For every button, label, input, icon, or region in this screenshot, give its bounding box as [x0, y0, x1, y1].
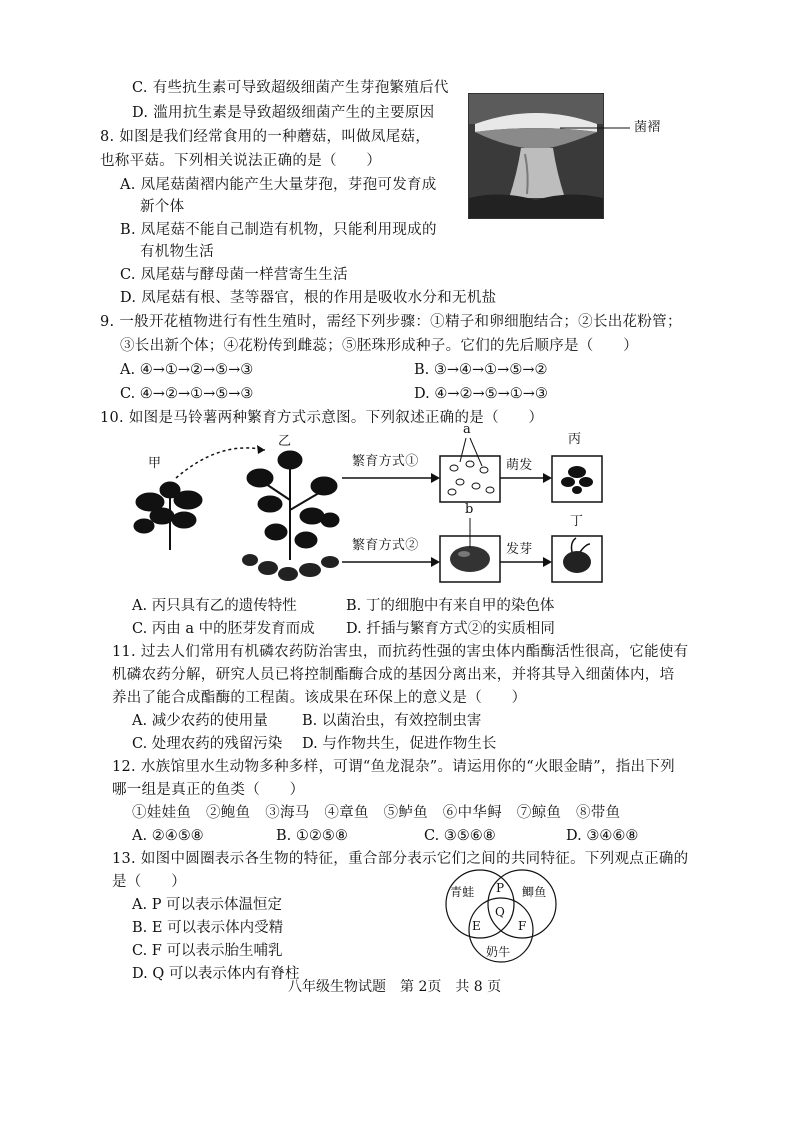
q11-option-d: D. 与作物共生，促进作物生长	[302, 736, 497, 752]
venn-label-carp: 鲫鱼	[522, 885, 547, 899]
q11-stem-line3: 养出了能合成酯酶的工程菌。该成果在环保上的意义是（ ）	[112, 690, 527, 706]
label-ding: 丁	[570, 514, 584, 529]
label-sprout-1: 萌发	[506, 458, 533, 473]
label-method-1: 繁育方式①	[352, 454, 419, 469]
q7-option-c: C. 有些抗生素可导致超级细菌产生芽孢繁殖后代	[132, 80, 449, 96]
q12-option-c: C. ③⑤⑥⑧	[424, 828, 496, 844]
q10-option-a: A. 丙只具有乙的遗传特性	[132, 598, 297, 614]
q9-option-c: C. ④→②→①→⑤→③	[120, 386, 254, 402]
q8-stem-line2: 也称平菇。下列相关说法正确的是（ ）	[100, 153, 382, 169]
q12-items: ①娃娃鱼 ②鲍鱼 ③海马 ④章鱼 ⑤鲈鱼 ⑥中华鲟 ⑦鲸鱼 ⑧带鱼	[132, 805, 621, 821]
q13-stem-line1: 13. 如图中圆圈表示各生物的特征，重合部分表示它们之间的共同特征。下列观点正确的	[112, 851, 689, 867]
plant-yi	[247, 451, 339, 560]
potato-reproduction-diagram	[120, 420, 620, 596]
q12-stem-line2: 哪一组是真正的鱼类（ ）	[112, 782, 305, 798]
q10-option-d: D. 扦插与繁育方式②的实质相同	[346, 621, 555, 637]
q9-option-b: B. ③→④→①→⑤→②	[414, 362, 548, 378]
q10-stem: 10. 如图是马铃薯两种繁育方式示意图。下列叙述正确的是（ ）	[100, 410, 544, 426]
page-footer: 八年级生物试题 第 2页 共 8 页	[288, 979, 502, 995]
q9-stem-line2: ③长出新个体；④花粉传到雌蕊；⑤胚珠形成种子。它们的先后顺序是（ ）	[120, 338, 638, 354]
q11-stem-line1: 11. 过去人们常用有机磷农药防治害虫，而抗药性强的害虫体内酯酶活性很高，它能使有	[112, 644, 689, 660]
q9-stem-line1: 9. 一般开花植物进行有性生殖时，需经下列步骤：①精子和卵细胞结合；②长出花粉管；	[100, 314, 682, 330]
q7-option-d: D. 滥用抗生素是导致超级细菌产生的主要原因	[132, 105, 435, 121]
plant-jia	[134, 482, 202, 550]
label-bing: 丙	[568, 432, 582, 447]
q9-option-d: D. ④→②→⑤→①→③	[414, 386, 548, 402]
q13-option-d: D. Q 可以表示体内有脊柱	[132, 966, 300, 982]
q8-option-c: C. 凤尾菇与酵母菌一样营寄生生活	[120, 267, 348, 283]
q13-stem-line2: 是（ ）	[112, 874, 186, 890]
label-jia: 甲	[148, 456, 162, 471]
mushroom-photo	[468, 93, 604, 219]
venn-label-f: F	[518, 919, 527, 933]
venn-label-q: Q	[495, 905, 506, 919]
q11-option-b: B. 以菌治虫，有效控制虫害	[302, 713, 482, 729]
q8-option-a-line2: 新个体	[140, 199, 185, 215]
venn-diagram	[438, 868, 564, 968]
q8-stem-line1: 8. 如图是我们经常食用的一种蘑菇，叫做凤尾菇，	[100, 129, 431, 145]
q11-option-a: A. 减少农药的使用量	[132, 713, 268, 729]
venn-label-cow: 奶牛	[486, 945, 511, 959]
q10-option-b: B. 丁的细胞中有来自甲的染色体	[346, 598, 555, 614]
mushroom-label-gill: 菌褶	[634, 120, 661, 135]
q8-option-a-line1: A. 凤尾菇菌褶内能产生大量芽孢，芽孢可发育成	[120, 177, 437, 193]
venn-label-p: P	[496, 881, 505, 895]
venn-label-frog: 青蛙	[450, 885, 475, 899]
q13-option-a: A. P 可以表示体温恒定	[132, 897, 283, 913]
q11-stem-line2: 机磷农药分解，研究人员已将控制酯酶合成的基因分离出来，并将其导入细菌体内，培	[112, 667, 675, 683]
q12-option-b: B. ①②⑤⑧	[276, 828, 348, 844]
q12-option-a: A. ②④⑤⑧	[132, 828, 204, 844]
label-method-2: 繁育方式②	[352, 538, 419, 553]
q9-option-a: A. ④→①→②→⑤→③	[120, 362, 254, 378]
q8-option-b-line2: 有机物生活	[140, 244, 214, 260]
label-sprout-2: 发芽	[506, 542, 533, 557]
q12-stem-line1: 12. 水族馆里水生动物多种多样，可谓“鱼龙混杂”。请运用你的“火眼金睛”，指出下列	[112, 759, 675, 775]
q8-option-d: D. 凤尾菇有根、茎等器官，根的作用是吸收水分和无机盐	[120, 290, 497, 306]
q11-option-c: C. 处理农药的残留污染	[132, 736, 283, 752]
q13-option-c: C. F 可以表示胎生哺乳	[132, 943, 283, 959]
q8-option-b-line1: B. 凤尾菇不能自己制造有机物，只能利用现成的	[120, 222, 437, 238]
venn-label-e: E	[472, 919, 482, 933]
label-yi: 乙	[278, 434, 292, 449]
q10-option-c: C. 丙由 a 中的胚芽发育而成	[132, 621, 315, 637]
q12-option-d: D. ③④⑥⑧	[566, 828, 639, 844]
label-b: b	[465, 502, 474, 517]
q13-option-b: B. E 可以表示体内受精	[132, 920, 284, 936]
label-a: a	[463, 422, 472, 437]
